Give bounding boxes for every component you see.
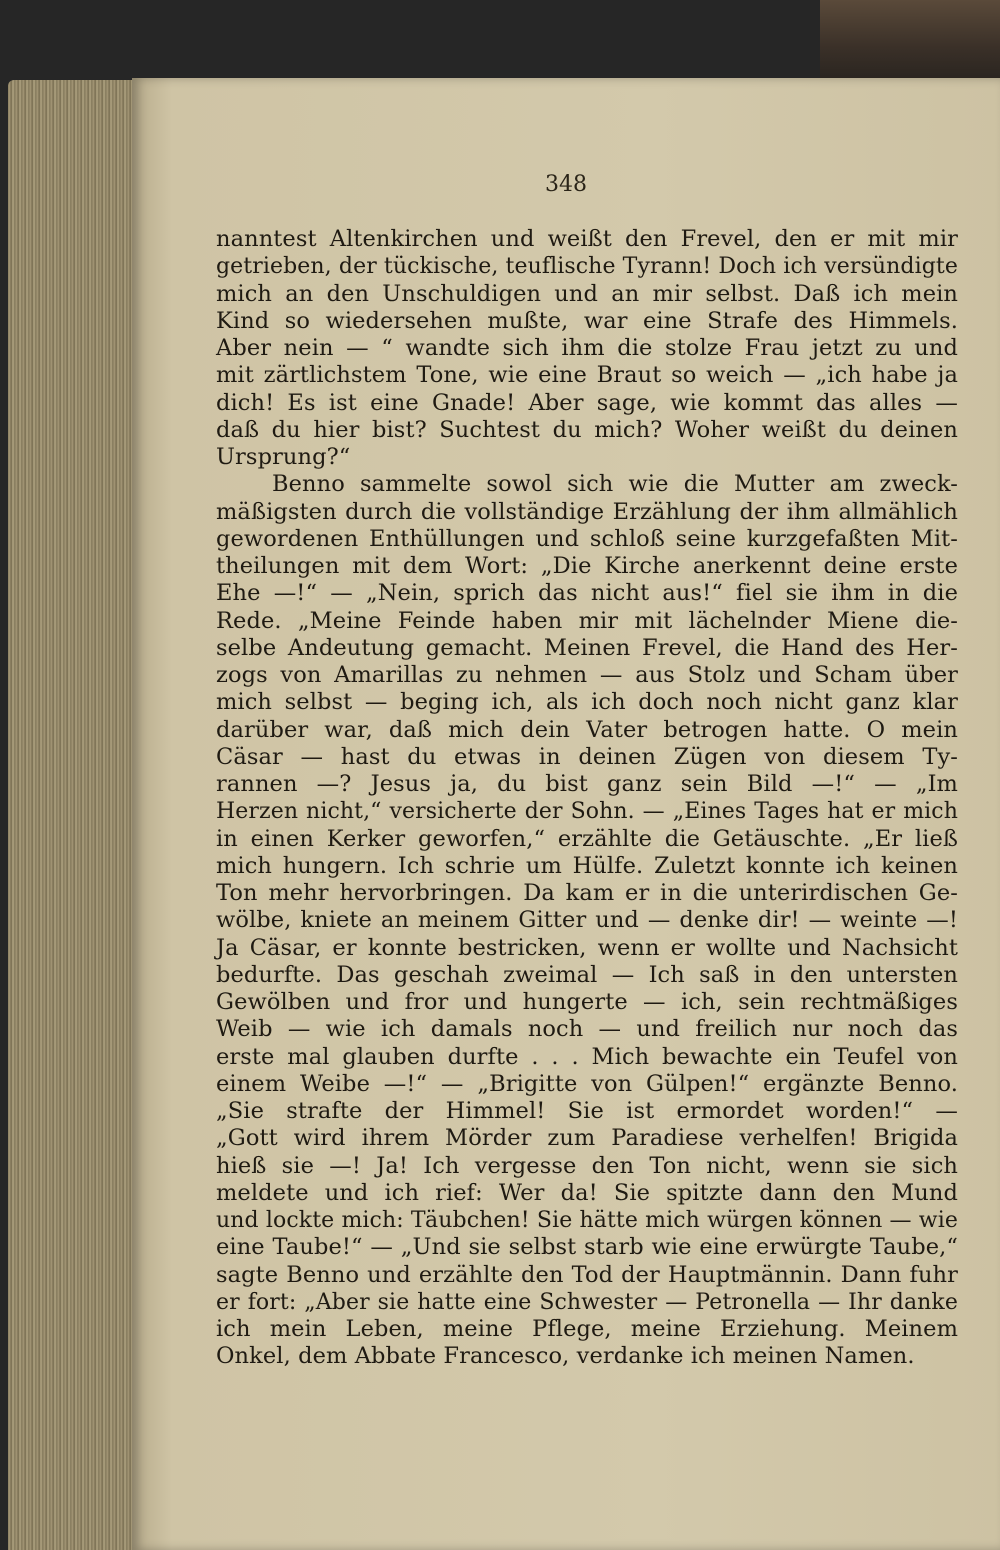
text-line: nanntest Altenkirchen und weißt den Frevel, den er mit mir (216, 226, 958, 252)
text-line: bedurfte. Das geschah zweimal — Ich saß in den untersten (216, 961, 958, 988)
text-line: erste mal glauben durfte . . . Mich bewachte ein Teufel von (216, 1043, 958, 1070)
text-line: Rede. „Meine Feinde haben mir mit lächelnder Miene die- (216, 607, 958, 634)
text-line: eine Taube!“ — „Und sie selbst starb wie eine erwürgte Taube,“ (216, 1234, 958, 1261)
text-line: und lockte mich: Täubchen! Sie hätte mich würgen können — wie (216, 1208, 958, 1233)
text-line: sagte Benno und erzählte den Tod der Hauptmännin. Dann fuhr (216, 1261, 958, 1288)
text-line: meldete und ich rief: Wer da! Sie spitzte dann den Mund (216, 1179, 958, 1206)
text-line: selbe Andeutung gemacht. Meinen Frevel, die Hand des Her- (216, 634, 958, 661)
text-line: zogs von Amarillas zu nehmen — aus Stolz und Scham über (216, 662, 958, 688)
text-line: rannen —? Jesus ja, du bist ganz sein Bild —!“ — „Im (216, 771, 958, 797)
text-line: „Sie strafte der Himmel! Sie ist ermordet worden!“ — (216, 1098, 958, 1124)
text-line: hieß sie —! Ja! Ich vergesse den Ton nicht, wenn sie sich (216, 1152, 958, 1179)
text-line: Cäsar — hast du etwas in deinen Zügen von diesem Ty- (216, 743, 958, 770)
text-line: Benno sammelte sowol sich wie die Mutter am zweck- (272, 471, 958, 498)
text-line: dich! Es ist eine Gnade! Aber sage, wie kommt das alles — (216, 389, 958, 416)
text-line: in einen Kerker geworfen,“ erzählte die Getäuschte. „Er ließ (216, 825, 958, 852)
text-line: ich mein Leben, meine Pflege, meine Erziehung. Meinem (216, 1316, 958, 1342)
text-line: darüber war, daß mich dein Vater betrogen hatte. O mein (216, 716, 958, 743)
book-page (132, 78, 1000, 1550)
book-cover-edge (820, 0, 1000, 80)
text-line: mich hungern. Ich schrie um Hülfe. Zuletzt konnte ich keinen (216, 852, 958, 879)
text-line: mich an den Unschuldigen und an mir selbst. Daß ich mein (216, 280, 958, 307)
text-line: getrieben, der tückische, teuflische Tyrann! Doch ich versündigte (216, 254, 958, 280)
body-text (216, 226, 958, 1371)
text-line: mäßigsten durch die vollständige Erzählung der ihm allmählich (216, 498, 958, 525)
text-line: Gewölben und fror und hungerte — ich, sein rechtmäßiges (216, 989, 958, 1015)
text-line: Kind so wiedersehen mußte, war eine Strafe des Himmels. (216, 307, 958, 334)
text-line: „Gott wird ihrem Mörder zum Paradiese verhelfen! Brigida (216, 1125, 958, 1152)
text-line: daß du hier bist? Suchtest du mich? Woher weißt du deinen (216, 416, 958, 443)
text-line: gewordenen Enthüllungen und schloß seine kurzgefaßten Mit- (216, 525, 958, 552)
page-number: 348 (545, 172, 587, 197)
text-line: Onkel, dem Abbate Francesco, verdanke ich meinen Namen. (216, 1343, 915, 1370)
text-line: mit zärtlichstem Tone, wie eine Braut so weich — „ich habe ja (216, 362, 958, 389)
text-line: Ton mehr hervorbringen. Da kam er in die unterirdischen Ge- (216, 880, 958, 906)
text-line: Weib — wie ich damals noch — und freilich nur noch das (216, 1016, 958, 1043)
text-line: Ursprung?“ (216, 444, 351, 470)
text-line: er fort: „Aber sie hatte eine Schwester — Petronella — Ihr danke (216, 1289, 958, 1315)
text-line: mich selbst — beging ich, als ich doch noch nicht ganz klar (216, 689, 958, 716)
page-edges-stack (8, 80, 138, 1550)
text-line: theilungen mit dem Wort: „Die Kirche anerkennt deine erste (216, 553, 958, 579)
text-line: Herzen nicht,“ versicherte der Sohn. — „Eines Tages hat er mich (216, 799, 958, 825)
text-line: Ehe —!“ — „Nein, sprich das nicht aus!“ fiel sie ihm in die (216, 580, 958, 607)
text-line: Aber nein — “ wandte sich ihm die stolze Frau jetzt zu und (216, 335, 958, 361)
text-line: Ja Cäsar, er konnte bestricken, wenn er wollte und Nachsicht (216, 934, 958, 961)
text-line: wölbe, kniete an meinem Gitter und — denke dir! — weinte —! (216, 907, 958, 934)
text-line: einem Weibe —!“ — „Brigitte von Gülpen!“ ergänzte Benno. (216, 1070, 958, 1097)
